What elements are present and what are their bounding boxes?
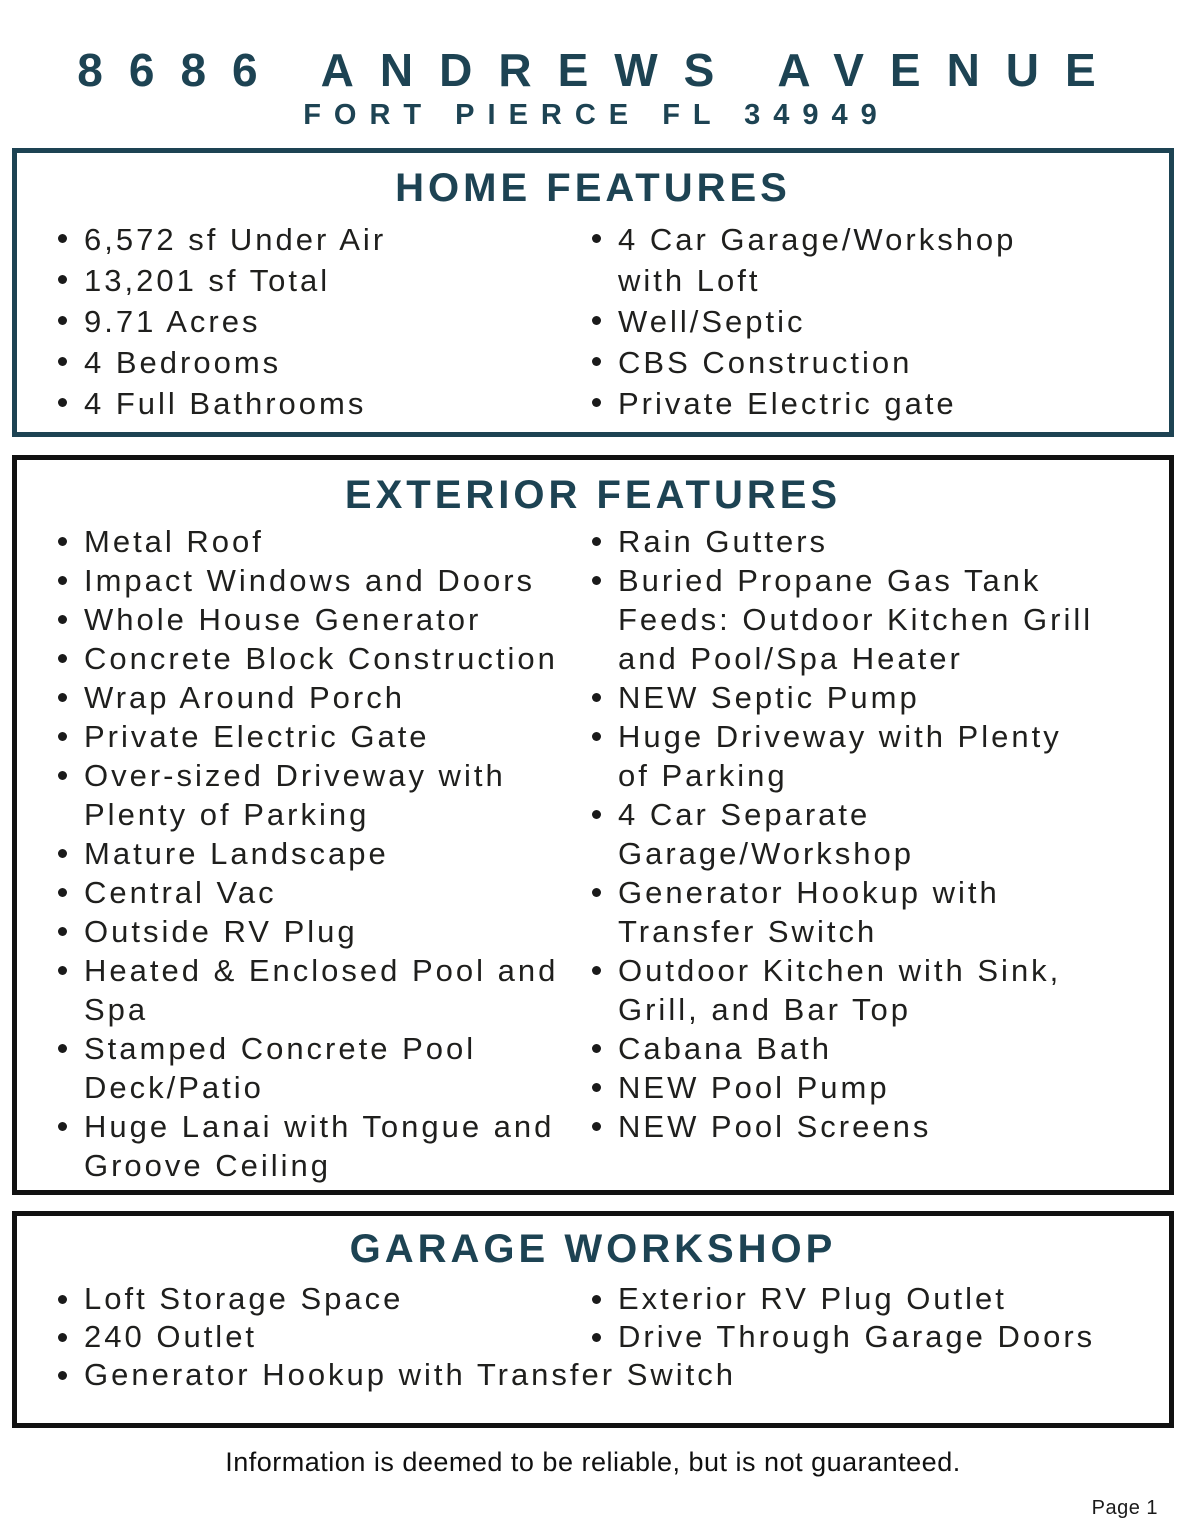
feature-item: Central Vac [50,873,584,912]
feature-item: 4 Bedrooms [50,342,584,383]
page-number: Page 1 [1091,1497,1158,1519]
feature-item: Generator Hookup with Transfer Switch [584,873,1098,951]
garage-workshop-right-column [584,1280,1138,1356]
exterior-features-body [17,522,1169,1185]
feature-item: Heated & Enclosed Pool and Spa [50,951,584,1029]
home-features-body [17,219,1169,424]
feature-item: 13,201 sf Total [50,260,584,301]
exterior-features-left-column [50,522,584,1185]
feature-item: Generator Hookup with Transfer Switch [50,1356,774,1394]
feature-item: Outside RV Plug [50,912,584,951]
exterior-features-section [12,455,1174,1195]
feature-item: NEW Pool Screens [584,1107,1098,1146]
feature-item: CBS Construction [584,342,1068,383]
home-features-section [12,148,1174,437]
feature-item: Drive Through Garage Doors [584,1318,1138,1356]
feature-item: 4 Car Garage/Workshop with Loft [584,219,1068,301]
feature-item: Huge Lanai with Tongue and Groove Ceiling [50,1107,584,1185]
feature-item: Private Electric Gate [50,717,584,756]
feature-item: Private Electric gate [584,383,1068,424]
feature-item: 6,572 sf Under Air [50,219,584,260]
feature-item: Cabana Bath [584,1029,1098,1068]
garage-workshop-body [17,1280,1169,1394]
feature-item: Huge Driveway with Plenty of Parking [584,717,1098,795]
garage-workshop-section [12,1211,1174,1428]
feature-item: Wrap Around Porch [50,678,584,717]
feature-item: 4 Car Separate Garage/Workshop [584,795,1098,873]
feature-item: Rain Gutters [584,522,1098,561]
property-address-title: 8686 ANDREWS AVENUE [77,44,1122,96]
feature-item: 9.71 Acres [50,301,584,342]
home-features-left-column [50,219,584,424]
disclaimer-text: Information is deemed to be reliable, but is not guaranteed. [225,1447,961,1477]
home-features-heading: HOME FEATURES [395,166,791,210]
feature-item: Impact Windows and Doors [50,561,584,600]
property-city-state-zip: FORT PIERCE FL 34949 [303,99,890,131]
feature-item: 240 Outlet [50,1318,774,1356]
feature-item: Concrete Block Construction [50,639,584,678]
feature-item: Exterior RV Plug Outlet [584,1280,1138,1318]
feature-item: NEW Pool Pump [584,1068,1098,1107]
feature-item: Loft Storage Space [50,1280,774,1318]
exterior-features-right-column [584,522,1098,1146]
feature-item: Well/Septic [584,301,1068,342]
garage-workshop-heading: GARAGE WORKSHOP [349,1227,837,1271]
feature-item: 4 Full Bathrooms [50,383,584,424]
feature-item: NEW Septic Pump [584,678,1098,717]
exterior-features-heading: EXTERIOR FEATURES [344,473,842,517]
feature-item: Buried Propane Gas Tank Feeds: Outdoor Kitchen Grill and Pool/Spa Heater [584,561,1098,678]
home-features-right-column [584,219,1068,424]
feature-item: Stamped Concrete Pool Deck/Patio [50,1029,584,1107]
feature-item: Over-sized Driveway with Plenty of Parking [50,756,584,834]
flyer-header [0,42,1186,132]
feature-item: Whole House Generator [50,600,584,639]
feature-item: Mature Landscape [50,834,584,873]
feature-item: Outdoor Kitchen with Sink, Grill, and Bar Top [584,951,1098,1029]
feature-item: Metal Roof [50,522,584,561]
